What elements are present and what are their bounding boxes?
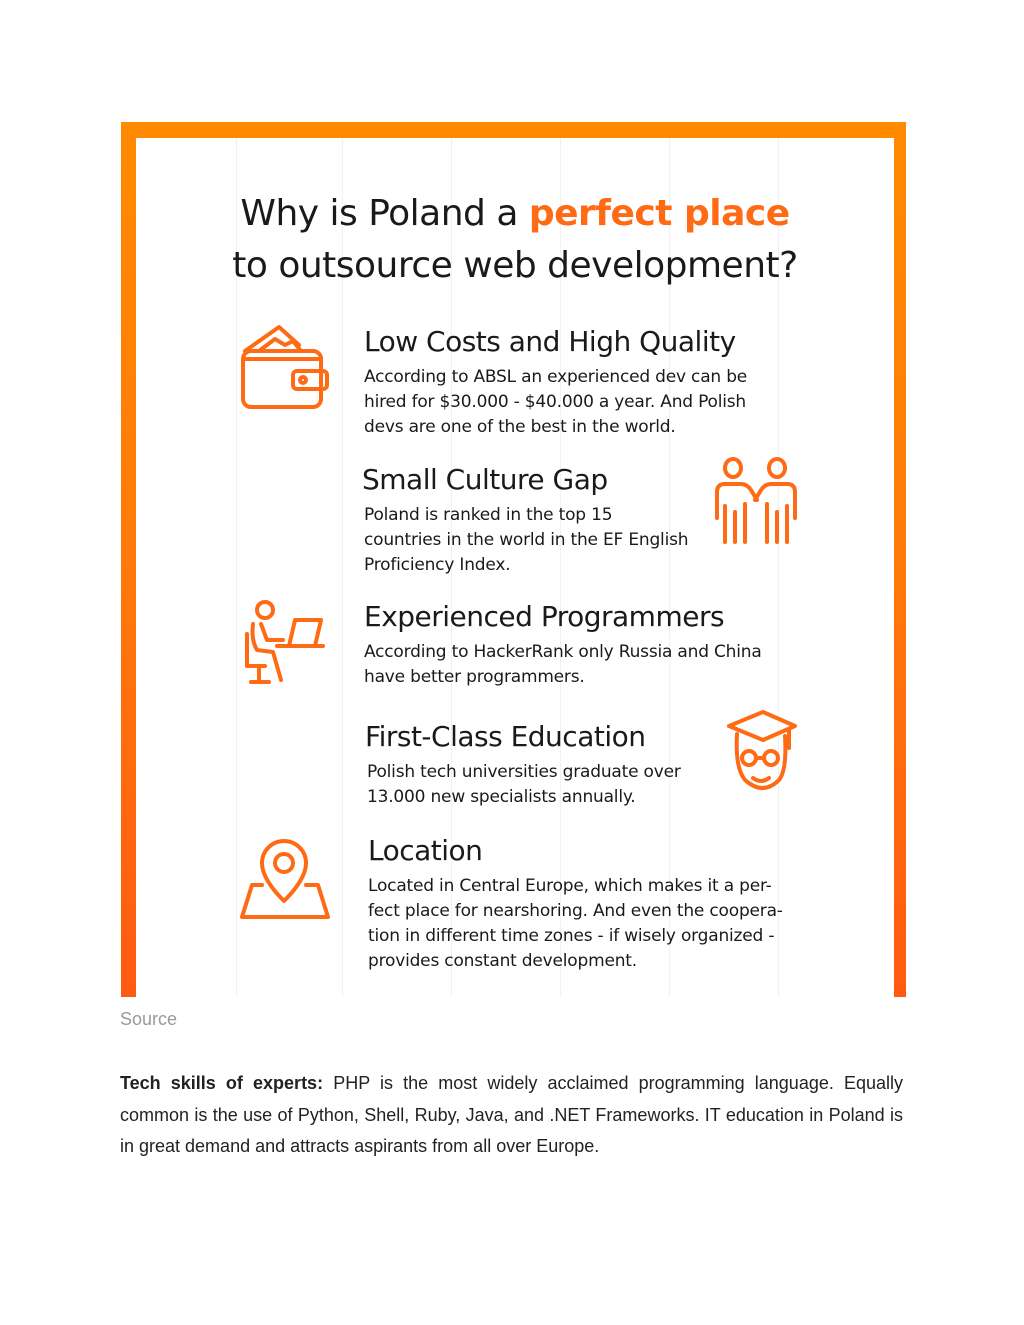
title-accent: perfect place [528,193,790,234]
paragraph-lead: Tech skills of experts: [120,1073,324,1093]
section-text: According to ABSL an experienced dev can be [364,367,748,387]
section-text: Polish tech universities graduate over [367,762,681,782]
infographic-content [136,138,894,997]
section-heading: Experienced Programmers [364,600,725,633]
section-text: Proficiency Index. [364,555,511,575]
section-education [365,720,705,810]
title-text-line2: to outsource web development? [232,245,798,286]
handshake-people-icon [711,456,801,548]
programmer-desk-icon [243,600,327,686]
paragraph-text: PHP is the most widely acclaimed programming language. Equally common is the use of Python, Shell, Ruby, Java, and .NET Frameworks. IT education in Poland is in great demand and attracts aspirants from all over Europe. [120,1073,904,1156]
section-text: have better programmers. [364,667,585,687]
section-text: devs are one of the best in the world. [364,417,676,437]
section-text: tion in different time zones - if wisely organized - [368,926,775,946]
body-paragraph [120,1068,903,1163]
section-text: Located in Central Europe, which makes it a per- [368,876,772,896]
section-low-costs [364,325,784,440]
title-text: Why is Poland a [240,193,529,234]
section-text: According to HackerRank only Russia and China [364,642,762,662]
infographic-title [136,188,894,292]
section-heading: Location [368,834,483,867]
section-culture-gap [362,463,722,578]
source-link[interactable]: Source [120,1009,178,1029]
infographic [121,122,906,997]
section-text: provides constant development. [368,951,637,971]
graduate-icon [723,708,799,794]
section-text: 13.000 new specialists annually. [367,787,636,807]
section-heading: Low Costs and High Quality [364,325,736,358]
section-text: countries in the world in the EF English [364,530,689,550]
section-text: Poland is ranked in the top 15 [364,505,613,525]
section-text: hired for $30.000 - $40.000 a year. And Polish [364,392,747,412]
wallet-icon [239,323,331,413]
map-pin-icon [240,839,332,921]
section-location [368,834,818,974]
section-programmers [364,600,804,690]
section-text: fect place for nearshoring. And even the coopera- [368,901,783,921]
section-heading: First-Class Education [365,720,646,753]
section-heading: Small Culture Gap [362,463,608,496]
